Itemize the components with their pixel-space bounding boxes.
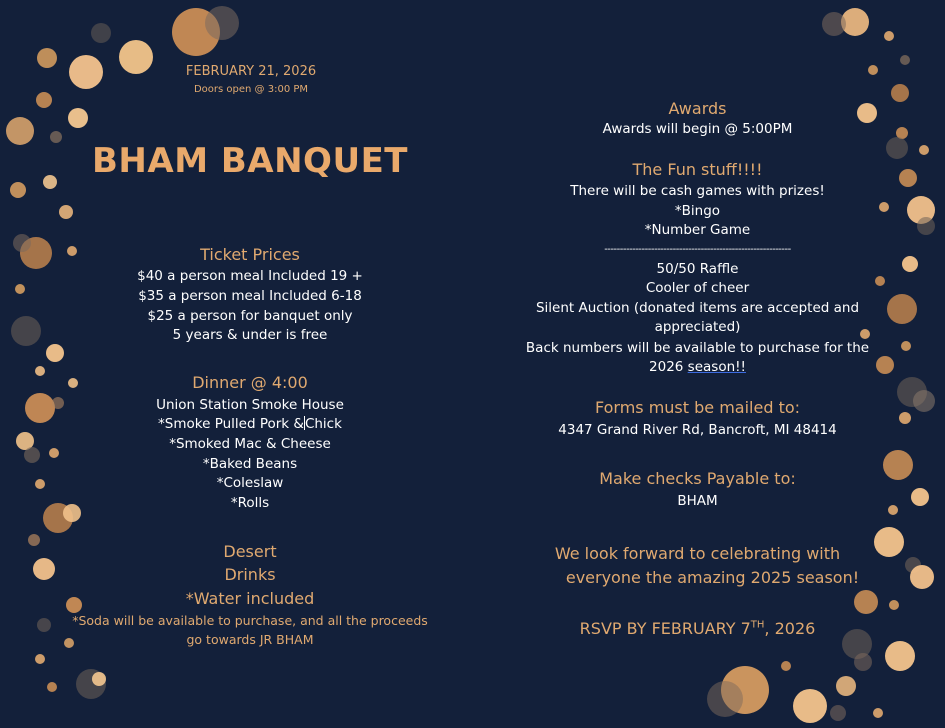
fun-line: *Bingo (674, 203, 721, 219)
dinner-menu-item: *Smoked Mac & Cheese (169, 436, 331, 452)
checks-payee: BHAM (677, 493, 718, 509)
bokeh-dot (868, 65, 878, 75)
bokeh-dot (91, 23, 111, 43)
ticket-price-line: 5 years & under is free (172, 327, 328, 343)
dinner-venue: Union Station Smoke House (156, 397, 344, 413)
bokeh-dot (854, 590, 878, 614)
closing-message: everyone the amazing 2025 season! (565, 568, 860, 587)
bokeh-dot (830, 705, 846, 721)
bokeh-dot (885, 641, 915, 671)
checks-heading: Make checks Payable to: (599, 469, 796, 488)
bokeh-dot (10, 182, 26, 198)
fun-line: *Number Game (644, 222, 751, 238)
bokeh-dot (36, 92, 52, 108)
bokeh-dot (35, 654, 45, 664)
rsvp-superscript: TH (750, 619, 765, 631)
bokeh-dot (11, 316, 41, 346)
fun-line: 50/50 Raffle (656, 261, 739, 277)
drinks-heading: Drinks (224, 565, 276, 584)
bokeh-dot (917, 217, 935, 235)
rsvp-deadline (505, 619, 890, 638)
bokeh-dot (205, 6, 239, 40)
bokeh-dot (43, 175, 57, 189)
dinner-menu-item (55, 416, 445, 432)
bokeh-dot (37, 48, 57, 68)
bokeh-dot (69, 55, 103, 89)
bokeh-dot (50, 131, 62, 143)
fun-line: There will be cash games with prizes! (570, 183, 825, 199)
bokeh-dot (887, 294, 917, 324)
bokeh-dot (33, 558, 55, 580)
bokeh-dot (884, 31, 894, 41)
bokeh-dot (911, 488, 929, 506)
bokeh-dot (901, 341, 911, 351)
bokeh-dot (910, 565, 934, 589)
awards-time: Awards will begin @ 5:00PM (602, 121, 793, 137)
dinner-menu-item: *Rolls (230, 495, 270, 511)
bokeh-dot (900, 55, 910, 65)
dinner-menu-item: *Baked Beans (202, 456, 298, 472)
soda-note: *Soda will be available to purchase, and all the proceeds (72, 613, 428, 628)
bokeh-dot (47, 682, 57, 692)
dinner-heading: Dinner @ 4:00 (192, 373, 308, 392)
bokeh-dot (37, 618, 51, 632)
fun-line (505, 359, 890, 375)
water-note: *Water included (185, 589, 315, 608)
fun-stuff-heading: The Fun stuff!!!! (632, 160, 763, 179)
rsvp-text: , 2026 (764, 619, 816, 638)
bokeh-dot (793, 689, 827, 723)
bokeh-dot (24, 447, 40, 463)
season-text: 2026 (649, 359, 688, 375)
fun-line: Cooler of cheer (645, 280, 750, 296)
mailing-address: 4347 Grand River Rd, Bancroft, MI 48414 (558, 422, 837, 438)
bokeh-dot (889, 600, 899, 610)
bokeh-dot (28, 534, 40, 546)
dinner-menu-item-text: Chick (304, 416, 342, 432)
bokeh-dot (6, 117, 34, 145)
bokeh-dot (873, 708, 883, 718)
dinner-menu-item: *Coleslaw (216, 475, 284, 491)
soda-note: go towards JR BHAM (186, 632, 314, 647)
bokeh-dot (836, 676, 856, 696)
doors-open-time: Doors open @ 3:00 PM (193, 84, 309, 95)
ticket-prices-heading: Ticket Prices (200, 245, 300, 264)
bokeh-dot (899, 169, 917, 187)
desert-heading: Desert (223, 542, 277, 561)
fun-line: Back numbers will be available to purchase for the (525, 340, 870, 356)
bokeh-dot (781, 661, 791, 671)
bokeh-dot (15, 284, 25, 294)
bokeh-dot (25, 393, 55, 423)
event-title: BHAM BANQUET (92, 141, 408, 181)
event-date: FEBRUARY 21, 2026 (185, 64, 317, 79)
bokeh-dot (59, 205, 73, 219)
rsvp-text: RSVP BY FEBRUARY 7 (579, 619, 751, 638)
bokeh-dot (92, 672, 106, 686)
bokeh-dot (35, 366, 45, 376)
bokeh-dot (886, 137, 908, 159)
forms-heading: Forms must be mailed to: (594, 398, 801, 417)
bokeh-dot (35, 479, 45, 489)
divider-line: ------------------------------------------------------------ (604, 244, 791, 255)
closing-message: We look forward to celebrating with (554, 544, 841, 563)
bokeh-dot (902, 256, 918, 272)
bokeh-dot (822, 12, 846, 36)
bokeh-dot (707, 681, 743, 717)
season-word: season!! (687, 359, 746, 375)
awards-heading: Awards (668, 99, 727, 118)
bokeh-dot (46, 344, 64, 362)
bokeh-dot (891, 84, 909, 102)
bokeh-dot (854, 653, 872, 671)
fun-line: Silent Auction (donated items are accepted and (535, 300, 860, 316)
bokeh-dot (913, 390, 935, 412)
bokeh-dot (68, 108, 88, 128)
ticket-price-line: $25 a person for banquet only (147, 308, 353, 324)
bokeh-dot (13, 234, 31, 252)
ticket-price-line: $35 a person meal Included 6-18 (138, 288, 362, 304)
fun-line: appreciated) (654, 319, 741, 335)
ticket-price-line: $40 a person meal Included 19 + (137, 268, 363, 284)
dinner-menu-item-text: *Smoke Pulled Pork & (158, 416, 304, 432)
bokeh-dot (919, 145, 929, 155)
bokeh-dot (899, 412, 911, 424)
